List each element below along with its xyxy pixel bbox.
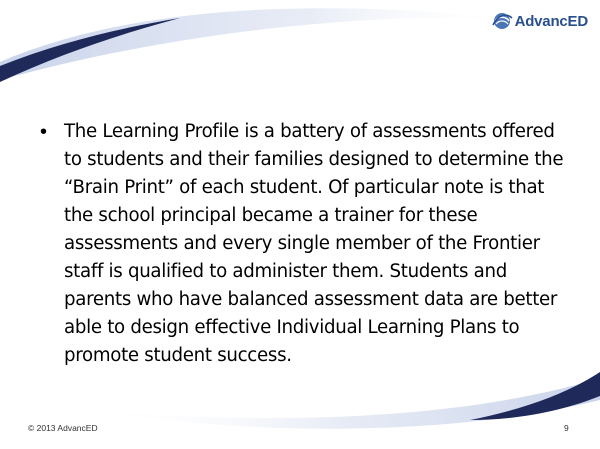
bullet-marker: • bbox=[40, 121, 48, 143]
page-number: 9 bbox=[564, 423, 569, 433]
slide-body bbox=[40, 118, 570, 370]
advanced-globe-icon bbox=[491, 10, 513, 32]
advanced-logo bbox=[491, 10, 588, 32]
bullet-item bbox=[40, 118, 570, 370]
footer-copyright: © 2013 AdvancED bbox=[28, 423, 98, 433]
bullet-text: The Learning Profile is a battery of assessments offered to students and their families designed to determine the “Brain Print” of each student. Of particular note is that the school principal became a trainer for these assessments and every single member of the Frontier staff is qualified to administer them. Students and parents who have balanced assessment data are better able to design effective Individual Learning Plans to promote student success. bbox=[64, 121, 564, 366]
logo-text: AdvancED bbox=[514, 12, 588, 30]
